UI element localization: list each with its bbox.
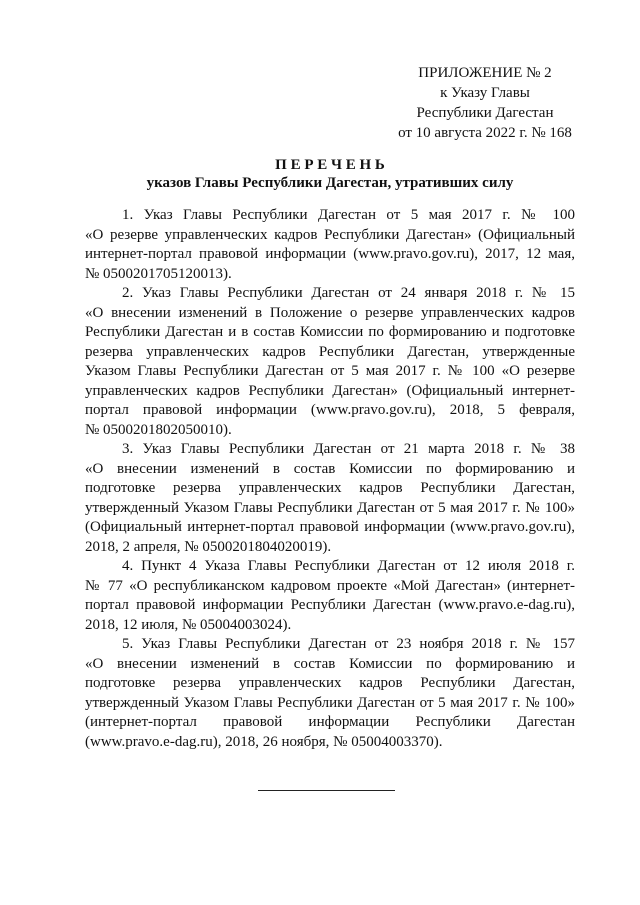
list-item-line: управленческих кадров Республики Дагестан» (Официальный интернет- [85, 382, 575, 399]
document-subtitle: указов Главы Республики Дагестан, утративших силу [146, 175, 514, 191]
list-item-line: 2018, 12 июля, № 05004003024). [85, 616, 292, 633]
list-item-4 [85, 557, 575, 635]
list-item-line: 3. Указ Главы Республики Дагестан от 21 марта 2018 г. № 38 [122, 441, 575, 457]
list-item-line: резерва управленческих кадров Республики Дагестан, утвержденные [85, 343, 575, 360]
list-item-line: № 77 «О республиканском кадровом проекте «Мой Дагестан» (интернет- [85, 577, 575, 594]
list-item-line: № 0500201705120013). [85, 265, 232, 282]
list-item-line: Республики Дагестан и в состав Комиссии по формированию и подготовке [85, 324, 575, 340]
closing-separator-line [258, 790, 395, 791]
list-item-line: интернет-портал правовой информации (www.pravo.gov.ru), 2017, 12 мая, [85, 246, 575, 262]
list-item-line: подготовке резерва управленческих кадров Республики Дагестан, [85, 480, 575, 496]
list-item-line: 4. Пункт 4 Указа Главы Республики Дагестан от 12 июля 2018 г. [122, 558, 575, 574]
list-item-line: 1. Указ Главы Республики Дагестан от 5 мая 2017 г. № 100 [122, 207, 575, 223]
list-item-line: портал правовой информации (www.pravo.gov.ru), 2018, 5 февраля, [85, 402, 575, 418]
list-item-line: № 0500201802050010). [85, 421, 232, 438]
list-item-line: 2. Указ Главы Республики Дагестан от 24 января 2018 г. № 15 [122, 285, 575, 301]
list-item-2 [85, 284, 575, 440]
list-item-line: «О внесении изменений в состав Комиссии по формированию и [85, 460, 575, 477]
list-item-line: утвержденный Указом Главы Республики Дагестан от 5 мая 2017 г. № 100» [85, 694, 575, 711]
list-item-line: портал правовой информации Республики Дагестан (www.pravo.e-dag.ru), [85, 597, 575, 613]
list-item-line: подготовке резерва управленческих кадров Республики Дагестан, [85, 675, 575, 691]
list-item-line: (www.pravo.e-dag.ru), 2018, 26 ноября, № 05004003370). [85, 733, 443, 750]
appendix-header [390, 63, 580, 143]
list-item-line: 2018, 2 апреля, № 0500201804020019). [85, 538, 332, 555]
list-item-line: (Официальный интернет-портал правовой информации (www.pravo.gov.ru), [85, 519, 575, 535]
list-item-1 [85, 206, 575, 284]
document-title: П Е Р Е Ч Е Н Ь [275, 157, 385, 173]
list-item-3 [85, 440, 575, 557]
appendix-number: ПРИЛОЖЕНИЕ № 2 [418, 65, 552, 81]
list-item-line: Указом Главы Республики Дагестан от 5 мая 2017 г. № 100 «О резерве [85, 363, 575, 379]
list-item-line: (интернет-портал правовой информации Республики Дагестан [85, 714, 575, 730]
appendix-reference: к Указу Главы [440, 85, 530, 101]
appendix-date: от 10 августа 2022 г. № 168 [398, 125, 572, 141]
list-item-line: утвержденный Указом Главы Республики Дагестан от 5 мая 2017 г. № 100» [85, 499, 575, 516]
decree-list [85, 206, 575, 752]
appendix-republic: Республики Дагестан [416, 105, 554, 121]
list-item-line: «О резерве управленческих кадров Республики Дагестан» (Официальный [85, 226, 575, 243]
list-item-line: «О внесении изменений в состав Комиссии по формированию и [85, 655, 575, 672]
list-item-line: «О внесении изменений в Положение о резерве управленческих кадров [85, 304, 575, 321]
list-item-5 [85, 635, 575, 752]
list-item-line: 5. Указ Главы Республики Дагестан от 23 ноября 2018 г. № 157 [122, 636, 575, 652]
